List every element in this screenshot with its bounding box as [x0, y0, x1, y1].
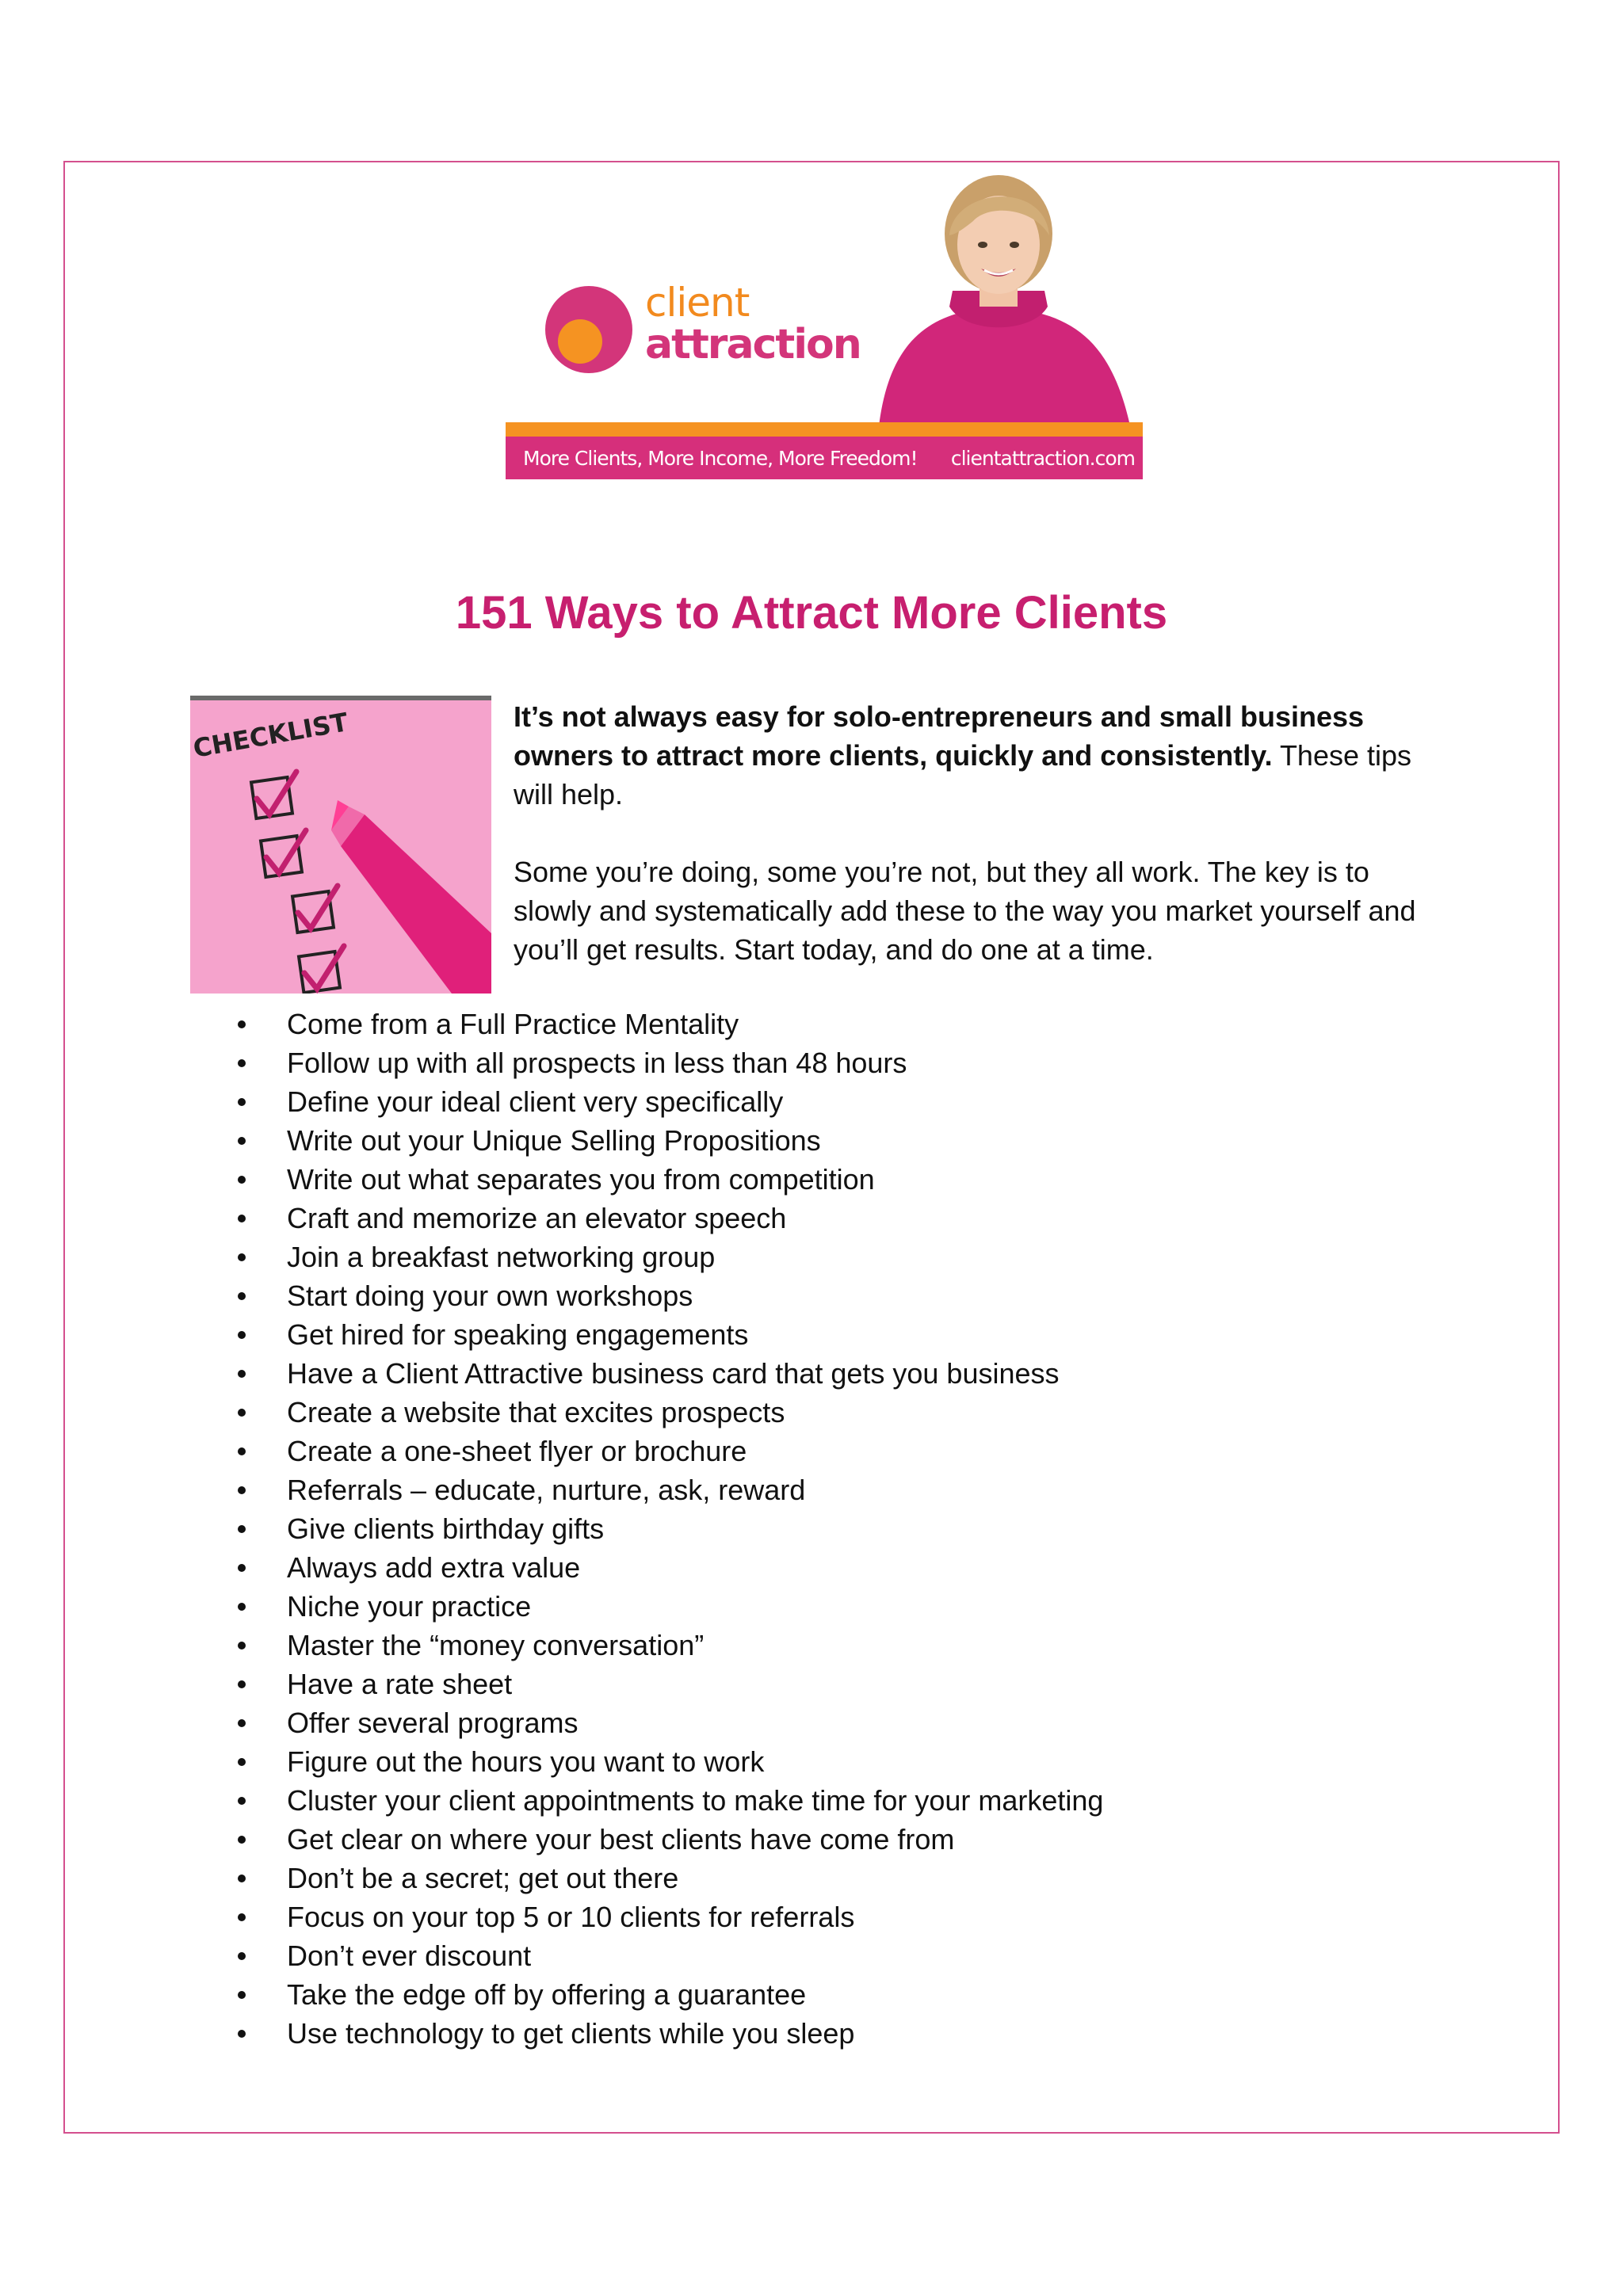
tip-text: Write out your Unique Selling Propositions: [287, 1124, 821, 1157]
tip-list-item: [238, 1975, 1506, 2014]
intro-paragraph-2: Some you’re doing, some you’re not, but they all work. The key is to slowly and systematically add these to the way you market yourself and you’ll get results. Start today, and do one at a time.: [514, 856, 1416, 966]
bullet-icon: [238, 1176, 246, 1184]
tip-list-item: [238, 1238, 1506, 1276]
tip-text: Define your ideal client very specifically: [287, 1085, 784, 1118]
bullet-icon: [238, 1370, 246, 1378]
tip-list-item: [238, 1936, 1506, 1975]
bullet-icon: [238, 1059, 246, 1067]
tip-list-item: [238, 1160, 1506, 1199]
logo-word-attraction: attraction: [645, 321, 861, 368]
tip-list-item: [238, 1315, 1506, 1354]
bullet-icon: [238, 1952, 246, 1960]
tip-text: Start doing your own workshops: [287, 1280, 693, 1312]
bullet-icon: [238, 1719, 246, 1727]
banner-url: clientattraction.com: [950, 447, 1135, 470]
tip-text: Take the edge off by offering a guarantee: [287, 1978, 807, 2011]
logo-word-client: client: [645, 280, 750, 326]
tip-list-item: [238, 1276, 1506, 1315]
tip-list-item: [238, 1703, 1506, 1742]
tip-list-item: [238, 1470, 1506, 1509]
tip-text: Niche your practice: [287, 1590, 532, 1623]
tip-text: Always add extra value: [287, 1551, 581, 1584]
tip-text: Master the “money conversation”: [287, 1629, 705, 1661]
tip-list-item: [238, 1665, 1506, 1703]
tip-list-item: [238, 1199, 1506, 1238]
tip-text: Come from a Full Practice Mentality: [287, 1008, 739, 1040]
tip-text: Create a website that excites prospects: [287, 1396, 785, 1428]
tip-text: Write out what separates you from competition: [287, 1163, 875, 1196]
page-title: 151 Ways to Attract More Clients: [455, 587, 1168, 639]
tip-list-item: [238, 1509, 1506, 1548]
logo-mark-dot: [558, 319, 602, 364]
tip-list-item: [238, 1587, 1506, 1626]
tips-list: [238, 1005, 1506, 2053]
banner-tagline: More Clients, More Income, More Freedom!: [523, 447, 918, 470]
tip-text: Craft and memorize an elevator speech: [287, 1202, 787, 1234]
bullet-icon: [238, 1991, 246, 1999]
bullet-icon: [238, 1486, 246, 1494]
tip-list-item: [238, 1432, 1506, 1470]
tip-text: Focus on your top 5 or 10 clients for referrals: [287, 1901, 855, 1933]
bullet-icon: [238, 1525, 246, 1533]
intro-lead-tail: These tips will help.: [514, 739, 1412, 810]
bullet-icon: [238, 1409, 246, 1417]
intro-text: [514, 697, 1417, 1008]
tip-text: Use technology to get clients while you sleep: [287, 2017, 855, 2050]
tip-text: Join a breakfast networking group: [287, 1241, 716, 1273]
intro-bold-lead: It’s not always easy for solo-entrepreneurs and small business owners to attract more clients, quickly and consistently.: [514, 700, 1365, 772]
tip-text: Have a rate sheet: [287, 1668, 513, 1700]
banner-orange-stripe: [506, 422, 1143, 437]
tip-list-item: [238, 1393, 1506, 1432]
checklist-illustration: [190, 696, 491, 994]
bullet-icon: [238, 1758, 246, 1766]
bullet-icon: [238, 1215, 246, 1222]
tip-text: Cluster your client appointments to make time for your marketing: [287, 1784, 1104, 1817]
tip-list-item: [238, 1897, 1506, 1936]
bullet-icon: [238, 2030, 246, 2038]
tip-text: Get clear on where your best clients have come from: [287, 1823, 955, 1855]
tip-list-item: [238, 1742, 1506, 1781]
bullet-icon: [238, 1875, 246, 1882]
presenter-photo: [854, 172, 1143, 433]
tip-list-item: [238, 1082, 1506, 1121]
tip-list-item: [238, 1548, 1506, 1587]
tip-list-item: [238, 1005, 1506, 1043]
tip-list-item: [238, 2014, 1506, 2053]
tip-list-item: [238, 1043, 1506, 1082]
tip-list-item: [238, 1626, 1506, 1665]
bullet-icon: [238, 1603, 246, 1611]
bullet-icon: [238, 1331, 246, 1339]
bullet-icon: [238, 1642, 246, 1650]
tip-text: Referrals – educate, nurture, ask, reward: [287, 1474, 806, 1506]
tip-text: Give clients birthday gifts: [287, 1512, 605, 1545]
tip-text: Have a Client Attractive business card that gets you business: [287, 1357, 1060, 1390]
bullet-icon: [238, 1913, 246, 1921]
tip-list-item: [238, 1859, 1506, 1897]
intro-paragraph-1: [514, 697, 1417, 814]
banner-tagline-bar: [506, 437, 1143, 479]
bullet-icon: [238, 1797, 246, 1805]
tip-list-item: [238, 1781, 1506, 1820]
bullet-icon: [238, 1098, 246, 1106]
tip-list-item: [238, 1820, 1506, 1859]
tip-text: Offer several programs: [287, 1707, 579, 1739]
tip-text: Don’t ever discount: [287, 1939, 532, 1972]
tip-text: Figure out the hours you want to work: [287, 1745, 765, 1778]
bullet-icon: [238, 1253, 246, 1261]
tip-text: Create a one-sheet flyer or brochure: [287, 1435, 747, 1467]
bullet-icon: [238, 1137, 246, 1145]
client-attraction-banner: [506, 169, 1143, 479]
checklist-label: CHECKLIST: [190, 707, 350, 764]
bullet-icon: [238, 1447, 246, 1455]
bullet-icon: [238, 1292, 246, 1300]
tip-list-item: [238, 1121, 1506, 1160]
bullet-icon: [238, 1564, 246, 1572]
bullet-icon: [238, 1836, 246, 1844]
tip-text: Get hired for speaking engagements: [287, 1318, 749, 1351]
bullet-icon: [238, 1680, 246, 1688]
bullet-icon: [238, 1020, 246, 1028]
tip-list-item: [238, 1354, 1506, 1393]
tip-text: Follow up with all prospects in less than 48 hours: [287, 1047, 907, 1079]
tip-text: Don’t be a secret; get out there: [287, 1862, 679, 1894]
